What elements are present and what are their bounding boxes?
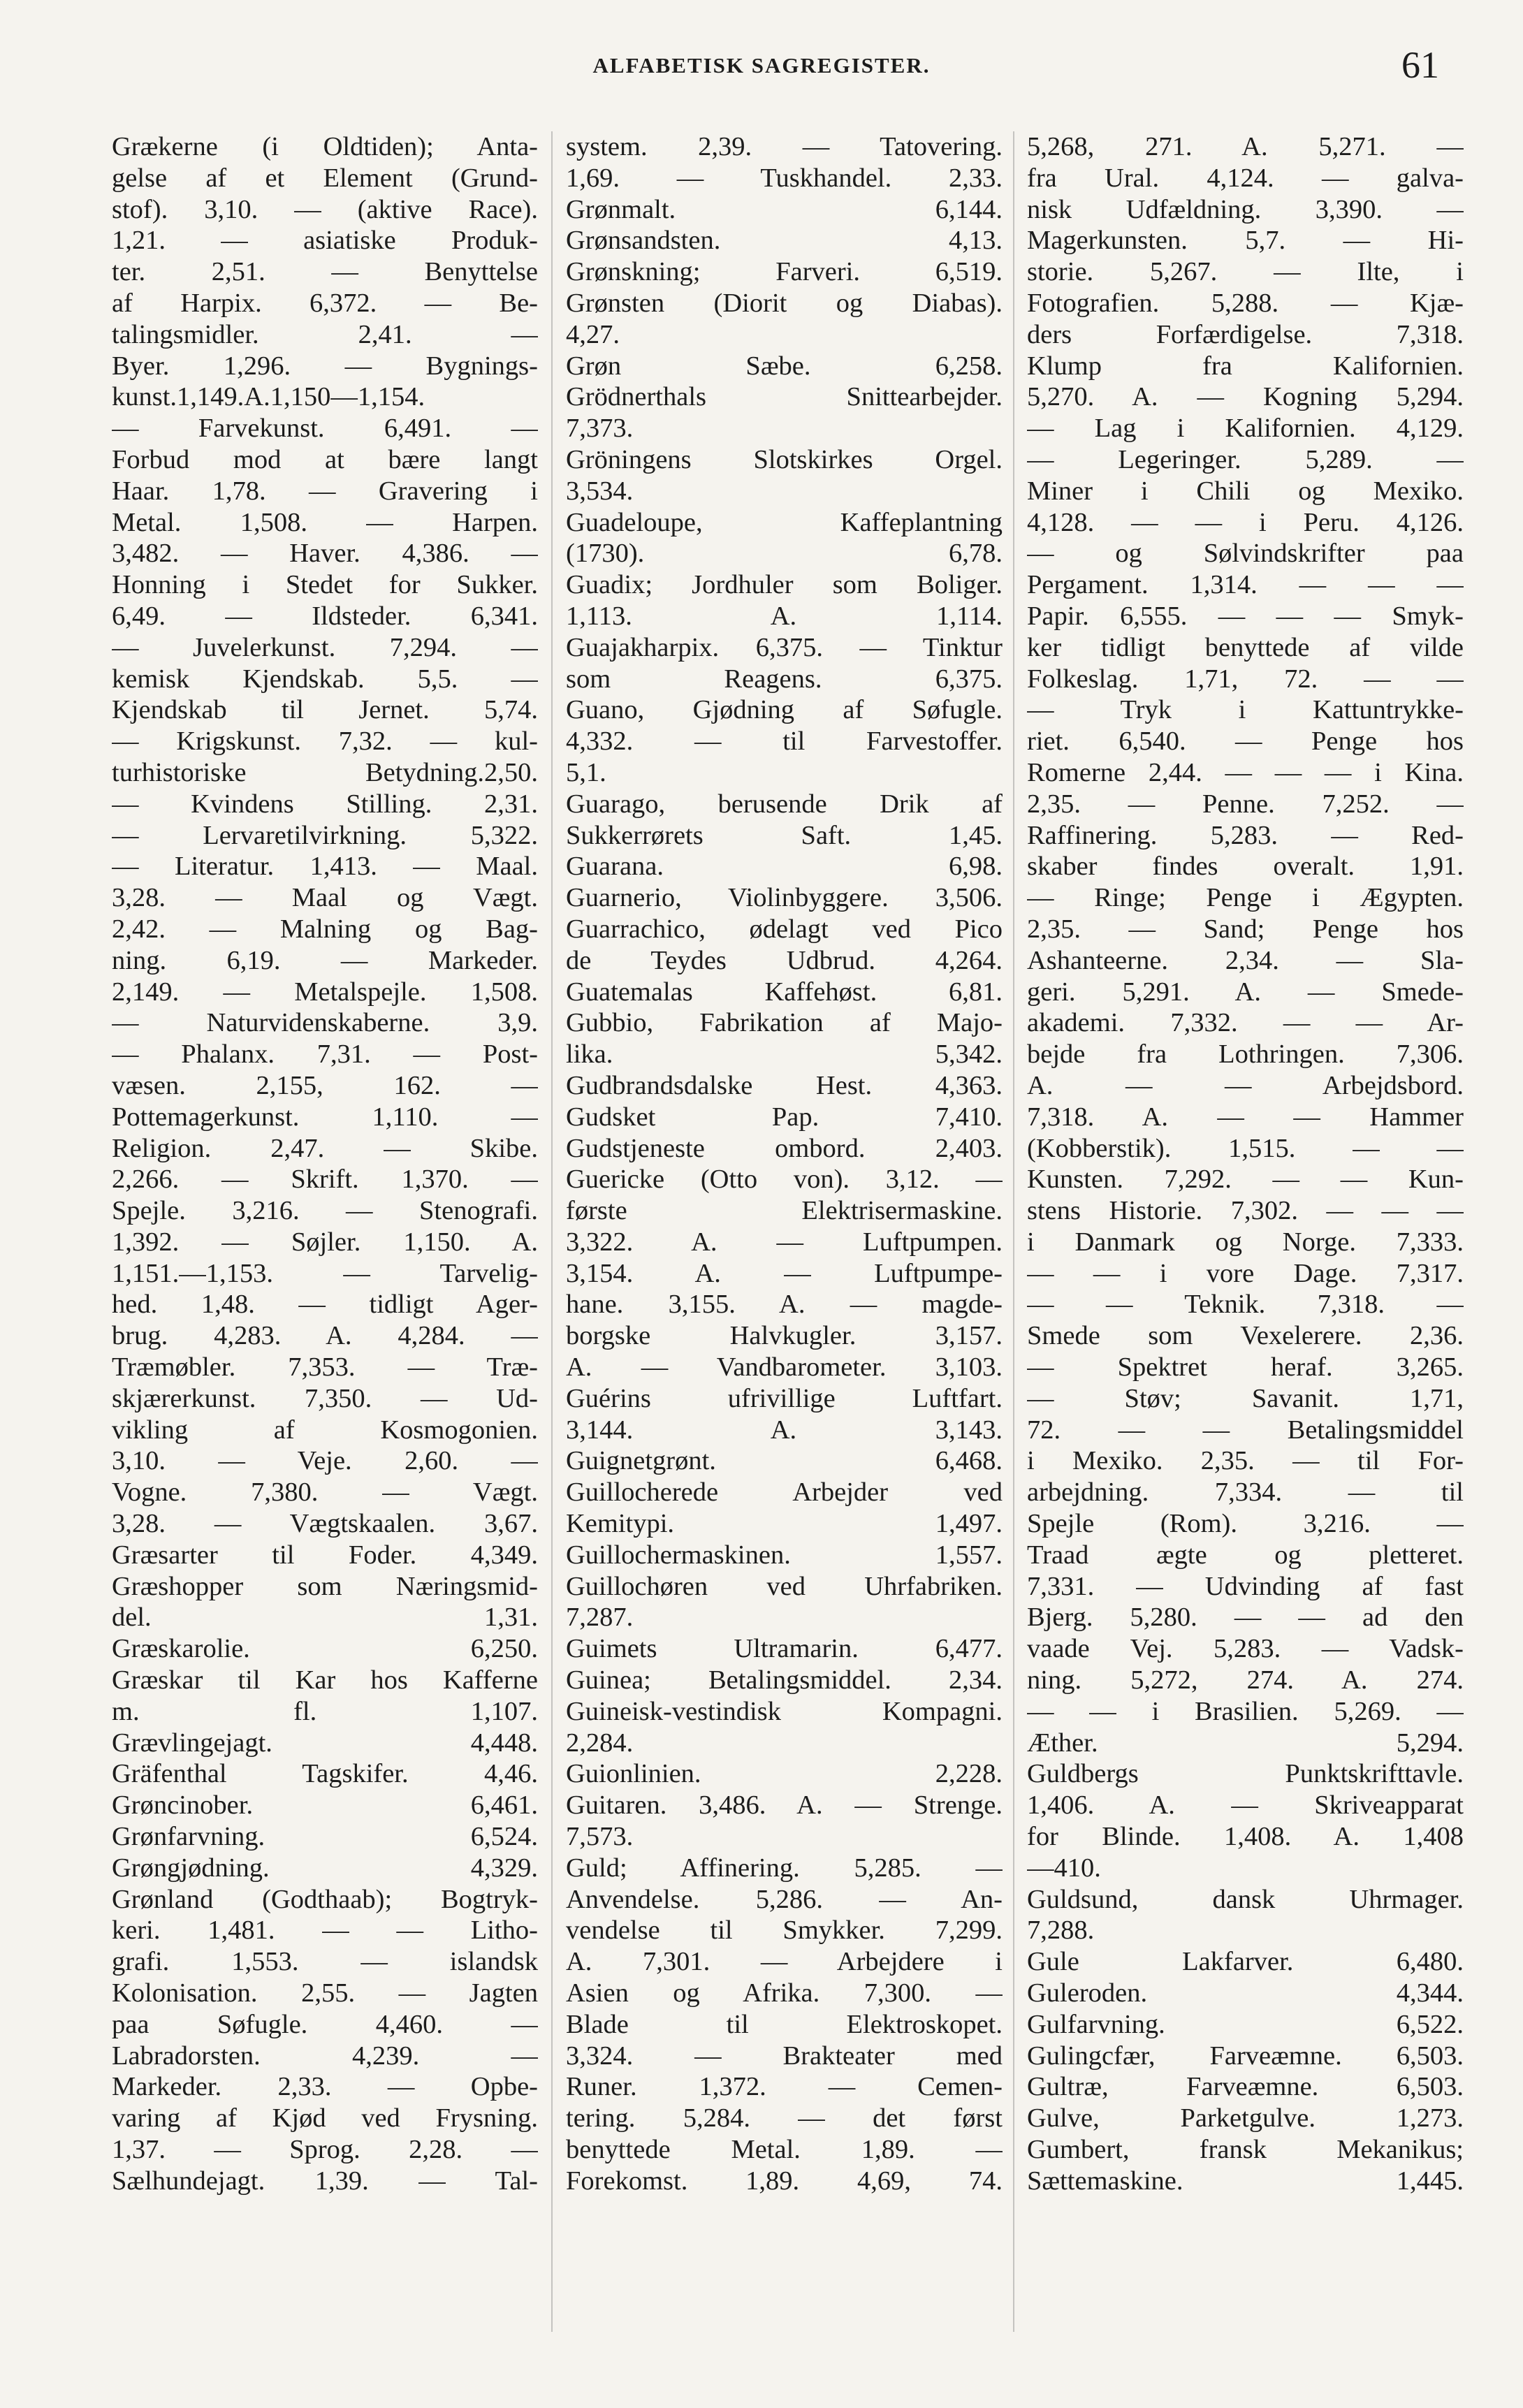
index-line: Labradorsten. 4,239. — — [112, 2041, 538, 2071]
index-line: Gulfarvning. 6,522. — [1027, 2009, 1464, 2039]
index-line: 6,49. — Ildsteder. 6,341. — [112, 601, 538, 631]
index-line: for Blinde. 1,408. A. 1,408 — [1027, 1822, 1464, 1852]
index-line: 5,270. A. — Kogning 5,294. — [1027, 382, 1464, 412]
index-line: Vogne. 7,380. — Vægt. — [112, 1477, 538, 1508]
index-line: — Lag i Kalifornien. 4,129. — [1027, 414, 1464, 444]
index-line: ning. 5,272, 274. A. 274. — [1027, 1665, 1464, 1695]
index-line: 4,128. — — i Peru. 4,126. — [1027, 507, 1464, 537]
index-line: hed. 1,48. — tidligt Ager- — [112, 1290, 538, 1320]
index-line: 7,287. — [566, 1603, 634, 1633]
index-line: — Legeringer. 5,289. — — [1027, 444, 1464, 474]
index-line: Grøncinober. 6,461. — [112, 1790, 538, 1820]
index-line: Træmøbler. 7,353. — Træ- — [112, 1352, 538, 1382]
index-line: Græskar til Kar hos Kafferne — [112, 1665, 538, 1695]
index-line: Guignetgrønt. 6,468. — [566, 1446, 1003, 1476]
index-line: Ashanteerne. 2,34. — Sla- — [1027, 945, 1464, 975]
index-line: Gudstjeneste ombord. 2,403. — [566, 1133, 1003, 1163]
index-line: — Tryk i Kattuntrykke- — [1027, 695, 1464, 725]
index-line: Anvendelse. 5,286. — An- — [566, 1884, 1003, 1914]
index-line: Grækerne (i Oldtiden); Anta- — [112, 132, 538, 161]
index-line: Haar. 1,78. — Gravering i — [112, 476, 538, 506]
index-line: A. — Vandbarometer. 3,103. — [566, 1352, 1003, 1382]
index-line: turhistoriske Betydning.2,50. — [112, 757, 538, 787]
index-line: Gubbio, Fabrikation af Majo- — [566, 1008, 1003, 1038]
index-line: — Juvelerkunst. 7,294. — — [112, 632, 538, 662]
index-line: Guarrachico, ødelagt ved Pico — [566, 914, 1003, 944]
index-line: — Literatur. 1,413. — Maal. — [112, 852, 538, 882]
index-line: Guadeloupe, Kaffeplantning — [566, 507, 1003, 537]
index-line: Grævlingejagt. 4,448. — [112, 1728, 538, 1758]
index-line: Asien og Afrika. 7,300. — — [566, 1978, 1003, 2008]
index-line: Guérins ufrivillige Luftfart. — [566, 1383, 1003, 1413]
index-line: i Mexiko. 2,35. — til For- — [1027, 1446, 1464, 1476]
index-line: Guillocherede Arbejder ved — [566, 1477, 1003, 1508]
index-line: storie. 5,267. — Ilte, i — [1027, 257, 1464, 287]
index-line: 2,266. — Skrift. 1,370. — — [112, 1165, 538, 1195]
index-line: Guldbergs Punktskrifttavle. — [1027, 1759, 1464, 1789]
index-line: Folkeslag. 1,71, 72. — — — [1027, 664, 1464, 694]
index-line: — — Teknik. 7,318. — — [1027, 1290, 1464, 1320]
index-line: Guarnerio, Violinbyggere. 3,506. — [566, 883, 1003, 913]
index-line: Spejle (Rom). 3,216. — — [1027, 1509, 1464, 1539]
index-line: arbejdning. 7,334. — til — [1027, 1477, 1464, 1508]
index-line: Smede som Vexelerere. 2,36. — [1027, 1321, 1464, 1351]
index-line: 3,324. — Brakteater med — [566, 2041, 1003, 2071]
index-line: Forekomst. 1,89. 4,69, 74. — [566, 2166, 1003, 2196]
index-line: 3,28. — Vægtskaalen. 3,67. — [112, 1509, 538, 1539]
index-line: første Elektrisermaskine. — [566, 1196, 1003, 1226]
index-line: Gule Lakfarver. 6,480. — [1027, 1947, 1464, 1977]
column-rule — [551, 131, 553, 2332]
index-line: — Farvekunst. 6,491. — — [112, 414, 538, 444]
index-line: 1,392. — Søjler. 1,150. A. — [112, 1227, 538, 1257]
index-line: Kunsten. 7,292. — — Kun- — [1027, 1165, 1464, 1195]
index-line: skjærerkunst. 7,350. — Ud- — [112, 1383, 538, 1413]
index-line: grafi. 1,553. — islandsk — [112, 1947, 538, 1977]
page-header — [0, 43, 1523, 99]
index-line: — Krigskunst. 7,32. — kul- — [112, 727, 538, 757]
index-column-3 — [1027, 131, 1464, 2197]
index-line: ter. 2,51. — Benyttelse — [112, 257, 538, 287]
index-line: Fotografien. 5,288. — Kjæ- — [1027, 288, 1464, 318]
page-number: 61 — [1401, 44, 1439, 86]
index-line: nisk Udfældning. 3,390. — — [1027, 194, 1464, 224]
index-line: 3,482. — Haver. 4,386. — — [112, 539, 538, 569]
index-line: tering. 5,284. — det først — [566, 2103, 1003, 2133]
index-line: Sukkerrørets Saft. 1,45. — [566, 820, 1003, 850]
index-line: — Ringe; Penge i Ægypten. — [1027, 883, 1464, 913]
index-line: 2,42. — Malning og Bag- — [112, 914, 538, 944]
index-line: —410. — [1027, 1853, 1101, 1883]
index-line: — — i vore Dage. 7,317. — [1027, 1258, 1464, 1288]
index-line: vendelse til Smykker. 7,299. — [566, 1916, 1003, 1946]
index-line: Honning i Stedet for Sukker. — [112, 570, 538, 600]
index-line: Grønskning; Farveri. 6,519. — [566, 257, 1003, 287]
index-line: 4,332. — til Farvestoffer. — [566, 727, 1003, 757]
index-line: varing af Kjød ved Frysning. — [112, 2103, 538, 2133]
index-column-1 — [112, 131, 538, 2197]
index-line: Gulingcfær, Farveæmne. 6,503. — [1027, 2041, 1464, 2071]
index-line: Guajakharpix. 6,375. — Tinktur — [566, 632, 1003, 662]
index-line: væsen. 2,155, 162. — — [112, 1070, 538, 1100]
index-line: Guericke (Otto von). 3,12. — — [566, 1165, 1003, 1195]
index-column-2 — [566, 131, 1003, 2197]
index-line: benyttede Metal. 1,89. — — [566, 2135, 1003, 2164]
index-line: m. fl. 1,107. — [112, 1696, 538, 1726]
index-line: ning. 6,19. — Markeder. — [112, 945, 538, 975]
index-line: Metal. 1,508. — Harpen. — [112, 507, 538, 537]
index-line: Grønfarvning. 6,524. — [112, 1822, 538, 1852]
index-line: skaber findes overalt. 1,91. — [1027, 852, 1464, 882]
index-line: Guarana. 6,98. — [566, 852, 1003, 882]
index-line: Romerne 2,44. — — — i Kina. — [1027, 757, 1464, 787]
index-line: Guillochøren ved Uhrfabriken. — [566, 1571, 1003, 1601]
index-line: i Danmark og Norge. 7,333. — [1027, 1227, 1464, 1257]
index-line: 4,27. — [566, 319, 620, 349]
index-line: akademi. 7,332. — — Ar- — [1027, 1008, 1464, 1038]
index-line: Kolonisation. 2,55. — Jagten — [112, 1978, 538, 2008]
index-line: Grønmalt. 6,144. — [566, 194, 1003, 224]
index-line: 3,322. A. — Luftpumpen. — [566, 1227, 1003, 1257]
index-line: 5,268, 271. A. 5,271. — — [1027, 132, 1464, 161]
index-line: lika. 5,342. — [566, 1039, 1003, 1070]
index-line: — Spektret heraf. 3,265. — [1027, 1352, 1464, 1382]
index-line: (1730). 6,78. — [566, 539, 1003, 569]
index-line: 1,113. A. 1,114. — [566, 601, 1003, 631]
index-line: 7,573. — [566, 1822, 634, 1852]
index-line: — Phalanx. 7,31. — Post- — [112, 1039, 538, 1070]
index-line: 1,69. — Tuskhandel. 2,33. — [566, 163, 1003, 193]
index-line: Bjerg. 5,280. — — ad den — [1027, 1603, 1464, 1633]
index-line: Sælhundejagt. 1,39. — Tal- — [112, 2166, 538, 2196]
index-line: 3,534. — [566, 476, 634, 506]
index-line: stens Historie. 7,302. — — — — [1027, 1196, 1464, 1226]
index-line: Pergament. 1,314. — — — — [1027, 570, 1464, 600]
index-line: Græsarter til Foder. 4,349. — [112, 1540, 538, 1570]
index-line: af Harpix. 6,372. — Be- — [112, 288, 538, 318]
index-line: 3,10. — Veje. 2,60. — — [112, 1446, 538, 1476]
index-line: bejde fra Lothringen. 7,306. — [1027, 1039, 1464, 1070]
index-line: Blade til Elektroskopet. — [566, 2009, 1003, 2039]
index-line: fra Ural. 4,124. — galva- — [1027, 163, 1464, 193]
index-line: Grøn Sæbe. 6,258. — [566, 351, 1003, 381]
index-line: Traad ægte og pletteret. — [1027, 1540, 1464, 1570]
column-rule — [1013, 131, 1014, 2332]
index-line: stof). 3,10. — (aktive Race). — [112, 194, 538, 224]
index-line: A. 7,301. — Arbejdere i — [566, 1947, 1003, 1977]
index-line: kemisk Kjendskab. 5,5. — — [112, 664, 538, 694]
index-line: 2,35. — Sand; Penge hos — [1027, 914, 1464, 944]
index-line: Gudbrandsdalske Hest. 4,363. — [566, 1070, 1003, 1100]
index-line: keri. 1,481. — — Litho- — [112, 1916, 538, 1946]
index-line: Guld; Affinering. 5,285. — — [566, 1853, 1003, 1883]
index-line: Guineisk-vestindisk Kompagni. — [566, 1696, 1003, 1726]
index-line: Klump fra Kalifornien. — [1027, 351, 1464, 381]
index-line: del. 1,31. — [112, 1603, 538, 1633]
index-line: som Reagens. 6,375. — [566, 664, 1003, 694]
index-line: Guldsund, dansk Uhrmager. — [1027, 1884, 1464, 1914]
index-line: ker tidligt benyttede af vilde — [1027, 632, 1464, 662]
index-line: 1,21. — asiatiske Produk- — [112, 226, 538, 256]
index-line: Gultræ, Farveæmne. 6,503. — [1027, 2072, 1464, 2102]
index-line: 2,149. — Metalspejle. 1,508. — [112, 977, 538, 1007]
index-line: vaade Vej. 5,283. — Vadsk- — [1027, 1634, 1464, 1664]
index-line: Pottemagerkunst. 1,110. — — [112, 1102, 538, 1132]
index-line: Grödnerthals Snittearbejder. — [566, 382, 1003, 412]
index-line: de Teydes Udbrud. 4,264. — [566, 945, 1003, 975]
index-line: borgske Halvkugler. 3,157. — [566, 1321, 1003, 1351]
index-line: 7,318. A. — — Hammer — [1027, 1102, 1464, 1132]
index-line: 3,154. A. — Luftpumpe- — [566, 1258, 1003, 1288]
index-line: Æther. 5,294. — [1027, 1728, 1464, 1758]
index-line: Græskarolie. 6,250. — [112, 1634, 538, 1664]
index-line: 7,331. — Udvinding af fast — [1027, 1571, 1464, 1601]
index-line: Miner i Chili og Mexiko. — [1027, 476, 1464, 506]
index-line: Sættemaskine. 1,445. — [1027, 2166, 1464, 2196]
index-line: ders Forfærdigelse. 7,318. — [1027, 319, 1464, 349]
index-line: talingsmidler. 2,41. — — [112, 319, 538, 349]
index-line: 72. — — Betalingsmiddel — [1027, 1415, 1464, 1445]
index-line: Græshopper som Næringsmid- — [112, 1571, 538, 1601]
index-line: 5,1. — [566, 757, 606, 787]
index-line: Guinea; Betalingsmiddel. 2,34. — [566, 1665, 1003, 1695]
index-line: Byer. 1,296. — Bygnings- — [112, 351, 538, 381]
index-line: Guarago, berusende Drik af — [566, 789, 1003, 819]
index-line: 1,151.—1,153. — Tarvelig- — [112, 1258, 538, 1288]
running-head: ALFABETISK SAGREGISTER. — [592, 53, 931, 78]
index-line: Gulve, Parketgulve. 1,273. — [1027, 2103, 1464, 2133]
index-line: Guionlinien. 2,228. — [566, 1759, 1003, 1789]
index-line: Kjendskab til Jernet. 5,74. — [112, 695, 538, 725]
index-line: paa Søfugle. 4,460. — — [112, 2009, 538, 2039]
index-line: — Kvindens Stilling. 2,31. — [112, 789, 538, 819]
index-line: 7,373. — [566, 414, 634, 444]
index-line: Grøngjødning. 4,329. — [112, 1853, 538, 1883]
index-line: — og Sølvindskrifter paa — [1027, 539, 1464, 569]
index-line: 1,37. — Sprog. 2,28. — — [112, 2135, 538, 2164]
index-line: Guadix; Jordhuler som Boliger. — [566, 570, 1003, 600]
index-line: Grønsten (Diorit og Diabas). — [566, 288, 1003, 318]
index-line: Forbud mod at bære langt — [112, 444, 538, 474]
index-line: Gumbert, fransk Mekanikus; — [1027, 2135, 1464, 2164]
index-line: Guillochermaskinen. 1,557. — [566, 1540, 1003, 1570]
index-line: Gröningens Slotskirkes Orgel. — [566, 444, 1003, 474]
index-line: Magerkunsten. 5,7. — Hi- — [1027, 226, 1464, 256]
index-line: Kemitypi. 1,497. — [566, 1509, 1003, 1539]
index-line: system. 2,39. — Tatovering. — [566, 132, 1003, 161]
index-line: 1,406. A. — Skriveapparat — [1027, 1790, 1464, 1820]
index-line: — — i Brasilien. 5,269. — — [1027, 1696, 1464, 1726]
index-line: — Naturvidenskaberne. 3,9. — [112, 1008, 538, 1038]
index-line: Gudsket Pap. 7,410. — [566, 1102, 1003, 1132]
index-line: Grønland (Godthaab); Bogtryk- — [112, 1884, 538, 1914]
index-line: brug. 4,283. A. 4,284. — — [112, 1321, 538, 1351]
index-line: Papir. 6,555. — — — Smyk- — [1027, 601, 1464, 631]
index-line: Markeder. 2,33. — Opbe- — [112, 2072, 538, 2102]
index-line: Spejle. 3,216. — Stenografi. — [112, 1196, 538, 1226]
index-line: 2,35. — Penne. 7,252. — — [1027, 789, 1464, 819]
index-line: — Støv; Savanit. 1,71, — [1027, 1383, 1464, 1413]
index-line: hane. 3,155. A. — magde- — [566, 1290, 1003, 1320]
index-line: 2,284. — [566, 1728, 634, 1758]
index-line: Raffinering. 5,283. — Red- — [1027, 820, 1464, 850]
index-line: — Lervaretilvirkning. 5,322. — [112, 820, 538, 850]
index-line: riet. 6,540. — Penge hos — [1027, 727, 1464, 757]
index-line: Religion. 2,47. — Skibe. — [112, 1133, 538, 1163]
index-line: Guleroden. 4,344. — [1027, 1978, 1464, 2008]
index-line: 3,28. — Maal og Vægt. — [112, 883, 538, 913]
index-line: Grønsandsten. 4,13. — [566, 226, 1003, 256]
index-line: vikling af Kosmogonien. — [112, 1415, 538, 1445]
index-line: Runer. 1,372. — Cemen- — [566, 2072, 1003, 2102]
index-line: 7,288. — [1027, 1916, 1095, 1946]
index-line: A. — — Arbejdsbord. — [1027, 1070, 1464, 1100]
index-line: (Kobberstik). 1,515. — — — [1027, 1133, 1464, 1163]
index-line: geri. 5,291. A. — Smede- — [1027, 977, 1464, 1007]
index-line: Guitaren. 3,486. A. — Strenge. — [566, 1790, 1003, 1820]
index-line: kunst.1,149.A.1,150—1,154. — [112, 382, 425, 412]
index-line: Guano, Gjødning af Søfugle. — [566, 695, 1003, 725]
index-line: Gräfenthal Tagskifer. 4,46. — [112, 1759, 538, 1789]
index-line: gelse af et Element (Grund- — [112, 163, 538, 193]
index-line: Guimets Ultramarin. 6,477. — [566, 1634, 1003, 1664]
index-line: 3,144. A. 3,143. — [566, 1415, 1003, 1445]
index-line: Guatemalas Kaffehøst. 6,81. — [566, 977, 1003, 1007]
